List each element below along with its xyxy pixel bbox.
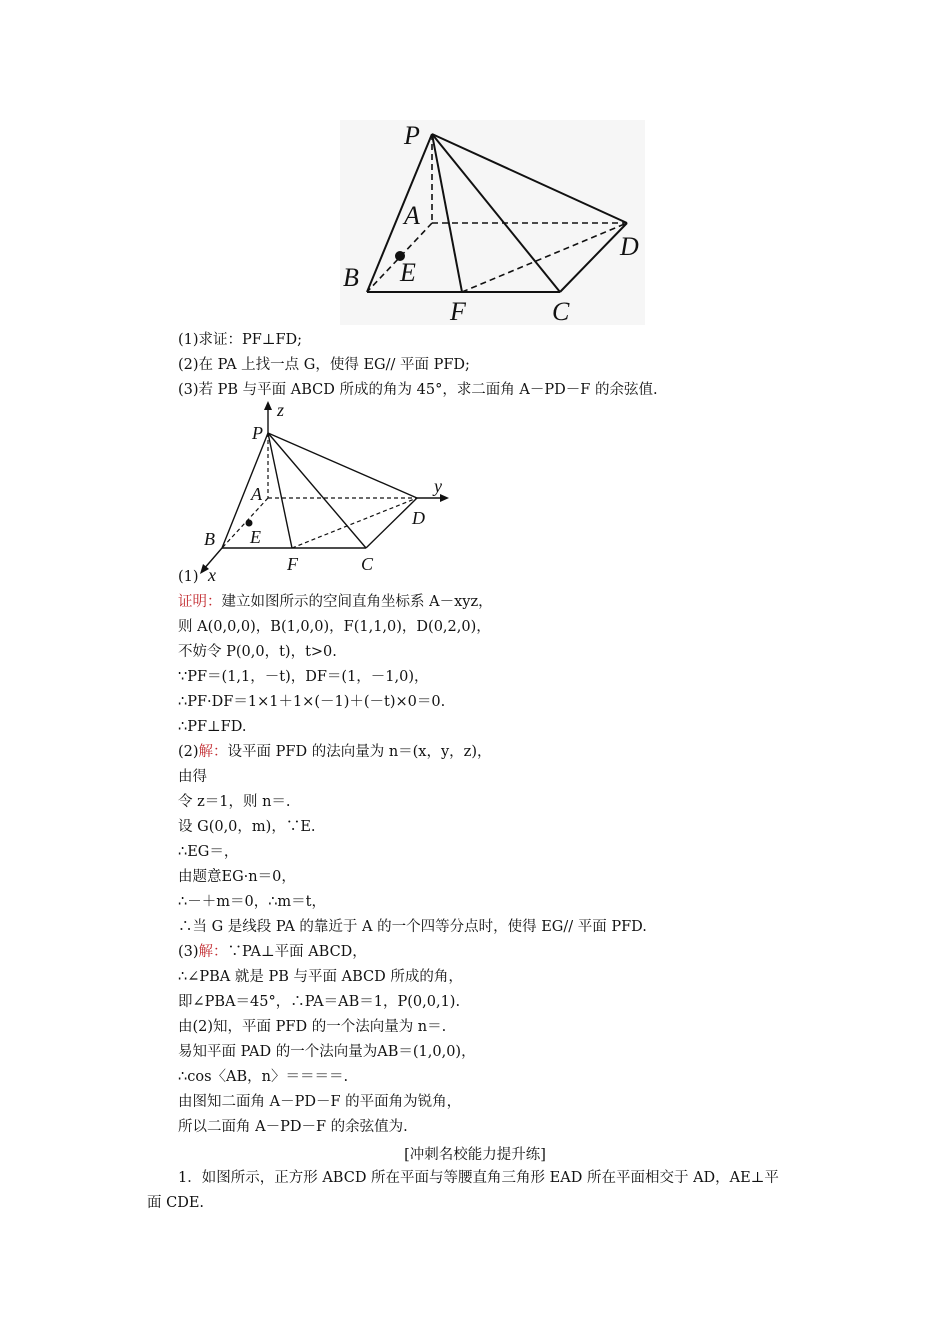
solution-line: 易知平面 PAD 的一个法向量为AB＝(1,0,0)， [178, 1044, 476, 1060]
solution-line: ∴当 G 是线段 PA 的靠近于 A 的一个四等分点时，使得 EG// 平面 PFD. [178, 919, 647, 935]
solve-tag: 解： [198, 944, 228, 960]
label-D: D [412, 508, 425, 528]
edge-PD [268, 433, 417, 498]
label-A: A [404, 201, 420, 230]
solution-line: 由题意EG·n＝0， [178, 869, 296, 885]
question-2: (2)在 PA 上找一点 G，使得 EG// 平面 PFD; [178, 357, 470, 373]
label-E: E [250, 527, 261, 547]
part1-label: (1) [178, 569, 199, 585]
label-F: F [287, 554, 298, 574]
solution-line: 由(2)知，平面 PFD 的一个法向量为 n＝. [178, 1019, 447, 1035]
solution-line: ∴PF⊥FD. [178, 719, 247, 735]
solution-line: 令 z＝1，则 n＝. [178, 794, 291, 810]
label-z: z [277, 400, 285, 420]
solution-line: ∴－＋m＝0，∴m＝t， [178, 894, 327, 910]
label-y: y [434, 476, 442, 496]
edge-FD [292, 498, 417, 548]
part3-line [178, 943, 367, 961]
label-C: C [361, 554, 374, 574]
solution-line: ∴cos〈AB，n〉＝＝＝＝. [178, 1069, 349, 1085]
pyramid-figure [340, 120, 645, 325]
solution-line: ∴∠PBA 就是 PB 与平面 ABCD 所成的角， [178, 969, 463, 985]
solution-line: 由得 [178, 769, 207, 785]
label-D: D [620, 232, 639, 261]
label-x: x [208, 565, 216, 585]
label-P: P [404, 121, 420, 150]
solution-line: 不妨令 P(0,0，t)，t>0. [178, 644, 337, 660]
question-1: (1)求证：PF⊥FD; [178, 332, 303, 348]
proof-line [178, 593, 493, 611]
edge-CD [366, 498, 417, 548]
label-A: A [251, 484, 262, 504]
point-E [246, 520, 253, 527]
label-C: C [552, 297, 570, 325]
solution-line: ∵PF＝(1,1，－t)，DF＝(1，－1,0)， [178, 669, 429, 685]
edge-PF [268, 433, 292, 548]
edge-AB [222, 498, 268, 548]
coordinate-figure [195, 400, 455, 585]
solution-line: 所以二面角 A－PD－F 的余弦值为. [178, 1119, 408, 1135]
exercise-line-2: 面 CDE. [147, 1195, 205, 1211]
exercise-line-1: 1．如图所示，正方形 ABCD 所在平面与等腰直角三角形 EAD 所在平面相交于 AD，AE⊥平 [178, 1170, 779, 1186]
label-E: E [400, 258, 416, 287]
section-title: [冲刺名校能力提升练] [404, 1147, 546, 1163]
solution-line: 则 A(0,0,0)，B(1,0,0)，F(1,1,0)，D(0,2,0)， [178, 619, 491, 635]
proof-tag: 证明： [178, 594, 222, 610]
solution-line: ∴PF·DF＝1×1＋1×(－1)＋(－t)×0＝0. [178, 694, 446, 710]
question-3: (3)若 PB 与平面 ABCD 所成的角为 45°，求二面角 A－PD－F 的余弦值. [178, 382, 658, 398]
proof-first: 建立如图所示的空间直角坐标系 A－xyz， [221, 594, 493, 610]
part3-label: (3) [178, 944, 199, 960]
solution-line: ∴EG＝， [178, 844, 239, 860]
edge-PC [268, 433, 366, 548]
solution-line: 即∠PBA＝45°，∴PA＝AB＝1，P(0,0,1). [178, 994, 461, 1010]
part3-first: ∵PA⊥平面 ABCD， [227, 944, 367, 960]
part2-label: (2) [178, 744, 199, 760]
label-B: B [204, 529, 215, 549]
solution-line: 由图知二面角 A－PD－F 的平面角为锐角， [178, 1094, 462, 1110]
label-B: B [343, 263, 359, 292]
solve-tag: 解： [198, 744, 228, 760]
z-axis-arrow [264, 401, 272, 410]
part2-first: 设平面 PFD 的法向量为 n＝(x，y，z)， [227, 744, 492, 760]
label-P: P [252, 423, 263, 443]
solution-line: 设 G(0,0，m)，∵E. [178, 819, 316, 835]
part2-line [178, 743, 491, 761]
label-F: F [450, 297, 466, 325]
